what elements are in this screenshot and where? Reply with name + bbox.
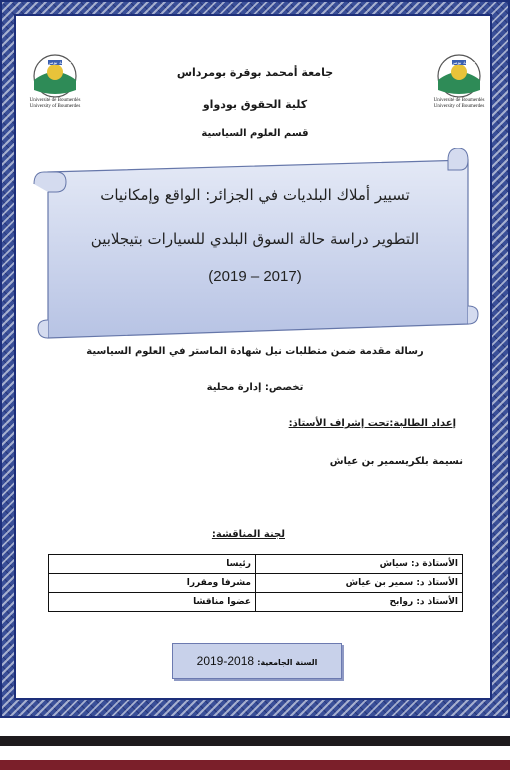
logo-caption-en: University of Boumerdes bbox=[433, 104, 485, 109]
bottom-dark-band bbox=[0, 736, 510, 746]
thesis-title-line-2: التطوير دراسة حالة السوق البلدي للسيارات بتيجلابين bbox=[90, 230, 420, 248]
preparation-label: إعداد الطالبة:تحت إشراف الأستاذ: bbox=[288, 418, 456, 429]
academic-year-box bbox=[172, 643, 342, 679]
jury-member: الأستاذ د: سمير بن عياش bbox=[256, 574, 463, 593]
faculty-name: كلية الحقوق بودواو bbox=[202, 98, 308, 111]
jury-role: رئيسا bbox=[49, 555, 256, 574]
academic-year-value: 2018-2019 bbox=[196, 654, 255, 668]
table-row bbox=[49, 555, 463, 574]
university-logo-right bbox=[422, 50, 496, 122]
title-scroll-banner bbox=[30, 148, 485, 348]
table-row bbox=[49, 593, 463, 612]
academic-year-label: السنة الجامعية: bbox=[257, 658, 318, 667]
university-logo-icon bbox=[18, 50, 92, 98]
student-name: نسيمة بلكريسمير بن عياش bbox=[329, 456, 463, 467]
jury-heading: لجنة المناقشة: bbox=[211, 529, 285, 540]
jury-role: عضوا مناقشا bbox=[49, 593, 256, 612]
university-logo-left bbox=[18, 50, 92, 122]
bottom-red-band bbox=[0, 760, 510, 770]
logo-caption bbox=[18, 98, 92, 110]
university-logo-icon bbox=[422, 50, 496, 98]
logo-caption-fr: Université de Boumerdès bbox=[29, 98, 81, 103]
logo-caption-fr: Université de Boumerdès bbox=[433, 98, 485, 103]
specialization: تخصص: إدارة محلية bbox=[206, 382, 304, 393]
department-name: قسم العلوم السياسية bbox=[201, 128, 309, 139]
thesis-title-years: (2019 – 2017) bbox=[208, 268, 302, 285]
thesis-statement: رسالة مقدمة ضمن متطلبات نيل شهادة الماستر في العلوم السياسية bbox=[86, 346, 424, 357]
logo-caption bbox=[422, 98, 496, 110]
logo-mark-text: جامعة بومرداس bbox=[38, 60, 72, 66]
university-name: جامعة أمحمد بوقرة بومرداس bbox=[176, 66, 334, 79]
jury-table bbox=[48, 554, 463, 612]
jury-member: الأستاذ د: روابح bbox=[256, 593, 463, 612]
jury-role: مشرفا ومقررا bbox=[49, 574, 256, 593]
logo-mark-text: جامعة بومرداس bbox=[442, 60, 476, 66]
logo-caption-en: University of Boumerdes bbox=[29, 104, 81, 109]
jury-member: الأستاذة د: سياش bbox=[256, 555, 463, 574]
table-row bbox=[49, 574, 463, 593]
thesis-title-line-1: تسيير أملاك البلديات في الجزائر: الواقع وإمكانيات bbox=[100, 186, 410, 204]
